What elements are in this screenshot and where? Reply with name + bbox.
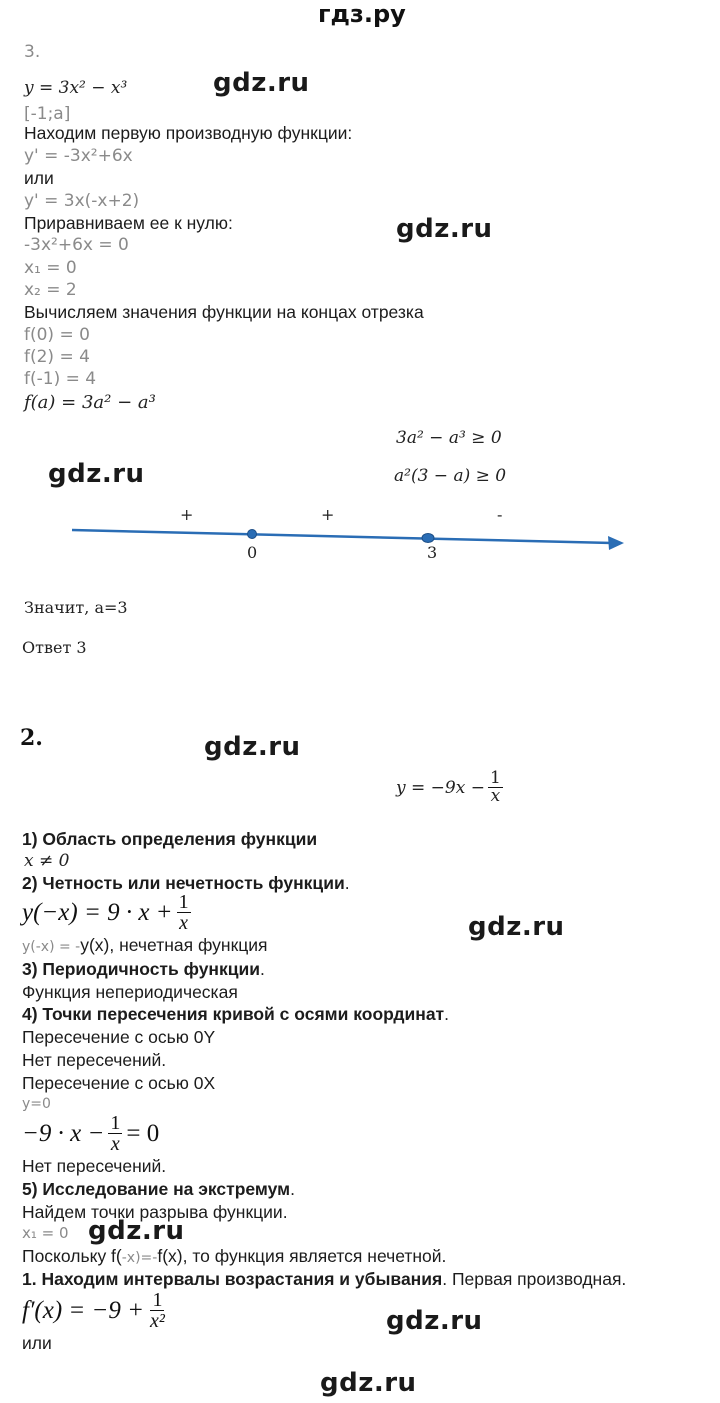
section-3-heading	[22, 959, 265, 980]
section-1-title: 1) Область определения функции	[22, 829, 318, 849]
section-5-x1: x₁ = 0	[22, 1224, 69, 1242]
section-6-or: или	[22, 1333, 52, 1353]
fraction-denominator: x²	[150, 1310, 165, 1332]
section-2-dot: .	[344, 873, 350, 893]
gdz-watermark: gdz.ru	[386, 1306, 483, 1336]
fraction-denominator: x	[110, 1133, 120, 1155]
inequality-1: 3a² − a³ ≥ 0	[396, 428, 502, 448]
section-6-math-fraction	[148, 1290, 167, 1331]
section-4-heading	[22, 1004, 449, 1025]
gdz-watermark: gdz.ru	[396, 214, 493, 244]
section-6-math	[22, 1290, 167, 1331]
gdz-watermark: gdz.ru	[88, 1216, 185, 1246]
root-x1: x₁ = 0	[24, 258, 77, 278]
point-label-0: 0	[247, 543, 258, 562]
section-5-odd-gray: -x)=-	[121, 1250, 158, 1266]
section-3-title: 3) Периодичность функции	[22, 959, 261, 979]
fraction-numerator: 1	[110, 1112, 121, 1134]
section-4-dot: .	[444, 1004, 450, 1024]
section-4-y0: y=0	[22, 1096, 51, 1112]
fraction-denominator: x	[490, 786, 501, 806]
number-line	[60, 500, 640, 570]
answer-text: Ответ 3	[22, 638, 87, 657]
section-5-odd	[22, 1246, 446, 1267]
section-5-odd-b: f(x), то функция является нечетной.	[157, 1246, 447, 1266]
conclusion-text: Значит, a=3	[24, 598, 128, 617]
section-5-dot: .	[290, 1179, 295, 1199]
find-derivative-text: Находим первую производную функции:	[24, 123, 353, 143]
task-2-function-fraction	[488, 770, 503, 805]
section-6-math-lhs: f′(x) = −9 +	[22, 1296, 145, 1324]
derivative-1: y' = -3x²+6x	[24, 146, 133, 166]
root-x2: x₂ = 2	[24, 280, 77, 300]
section-5-breaks: Найдем точки разрыва функции.	[22, 1202, 288, 1222]
sign-minus: -	[497, 505, 503, 524]
section-2-math-fraction	[177, 892, 191, 933]
section-4-none-2: Нет пересечений.	[22, 1156, 167, 1176]
section-5-heading	[22, 1179, 295, 1200]
gdz-watermark: gdz.ru	[204, 732, 301, 762]
compute-values-text: Вычисляем значения функции на концах отрезка	[24, 302, 424, 322]
section-1-text: x ≠ 0	[24, 851, 70, 871]
section-4-title: 4) Точки пересечения кривой с осями координат	[22, 1004, 445, 1024]
section-4-math-fraction	[108, 1113, 122, 1154]
site-header-watermark: гдз.ру	[318, 0, 406, 28]
fraction-numerator: 1	[489, 768, 501, 788]
fraction-numerator: 1	[178, 891, 189, 913]
number-line-arrow	[608, 536, 624, 550]
section-2-text: y(x), нечетная функция	[80, 935, 268, 955]
section-4-math-rhs: = 0	[126, 1119, 160, 1147]
section-2-result	[22, 935, 268, 956]
point-label-3: 3	[427, 543, 438, 562]
section-2-title: 2) Четность или нечетность функции	[22, 873, 345, 893]
inequality-2: a²(3 − a) ≥ 0	[394, 466, 507, 486]
section-4-math-lhs: −9 · x −	[22, 1119, 105, 1147]
value-f2: f(2) = 4	[24, 347, 90, 367]
section-2-math	[22, 892, 191, 933]
section-4-math	[22, 1113, 159, 1154]
section-6-text: . Первая производная.	[442, 1269, 627, 1289]
section-6-heading	[22, 1269, 626, 1290]
number-line-axis	[72, 530, 612, 543]
task-2-function	[396, 770, 503, 805]
task-2-function-lhs: y = −9x −	[396, 777, 485, 798]
gdz-watermark: gdz.ru	[468, 912, 565, 942]
fraction-numerator: 1	[152, 1289, 163, 1311]
point-0-dot	[248, 530, 257, 539]
task-3-number: 3.	[24, 42, 41, 62]
section-5-odd-a: Поскольку f(	[22, 1246, 122, 1266]
derivative-2: y' = 3x(-x+2)	[24, 191, 140, 211]
value-fa: f(a) = 3a² − a³	[24, 392, 156, 413]
value-fm1: f(-1) = 4	[24, 369, 97, 389]
gdz-watermark: gdz.ru	[213, 68, 310, 98]
section-5-title: 5) Исследование на экстремум	[22, 1179, 291, 1199]
section-4-oy: Пересечение с осью 0Y	[22, 1027, 216, 1047]
gdz-watermark-footer: gdz.ru	[320, 1368, 417, 1398]
task-2-number: 2.	[20, 725, 43, 751]
or-text-1: или	[24, 168, 54, 188]
sign-plus-2: +	[321, 505, 335, 524]
point-3-dot	[422, 534, 434, 543]
gdz-watermark: gdz.ru	[48, 459, 145, 489]
task-3-function: y = 3x² − x³	[24, 78, 128, 98]
equation: -3x²+6x = 0	[24, 235, 129, 255]
section-4-ox: Пересечение с осью 0X	[22, 1073, 216, 1093]
set-zero-text: Приравниваем ее к нулю:	[24, 213, 233, 233]
section-4-none-1: Нет пересечений.	[22, 1050, 167, 1070]
value-f0: f(0) = 0	[24, 325, 90, 345]
section-6-title: 1. Находим интервалы возрастания и убывания	[22, 1269, 443, 1289]
section-2-gray: y(-x) = -	[22, 939, 81, 955]
sign-plus-1: +	[180, 505, 194, 524]
section-3-dot: .	[260, 959, 265, 979]
task-3-interval: [-1;a]	[24, 104, 71, 124]
section-2-math-lhs: y(−x) = 9 · x +	[22, 898, 173, 926]
section-3-text: Функция непериодическая	[22, 982, 238, 1002]
fraction-denominator: x	[179, 912, 188, 934]
